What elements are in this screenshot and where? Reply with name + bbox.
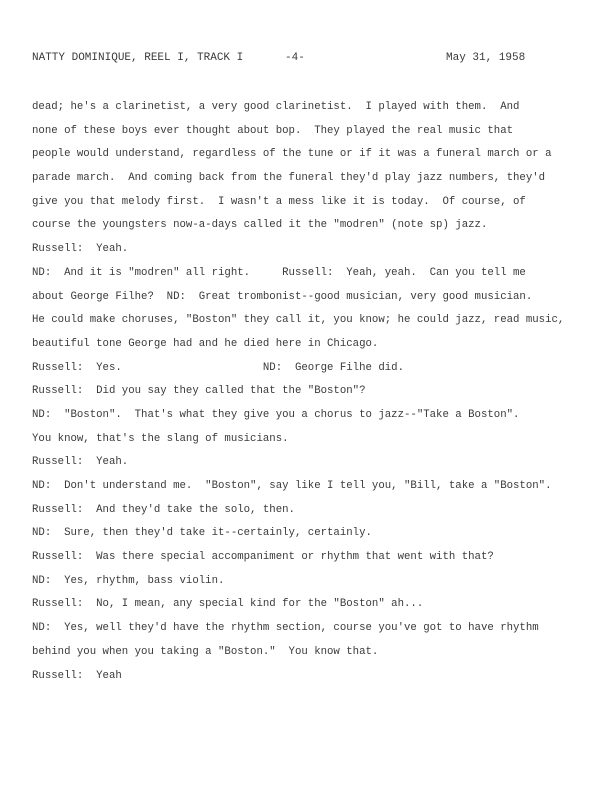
transcript-line: ND: And it is "modren" all right. Russell: Yeah, yeah. Can you tell me xyxy=(32,266,526,279)
transcript-line: ND: Yes, rhythm, bass violin. xyxy=(32,574,225,587)
transcript-line: Russell: Yeah xyxy=(32,669,122,682)
transcript-line: ND: "Boston". That's what they give you a chorus to jazz--"Take a Boston". xyxy=(32,408,520,421)
transcript-line: people would understand, regardless of the tune or if it was a funeral march or a xyxy=(32,148,552,161)
transcript-line: Russell: Yeah. xyxy=(32,243,129,256)
page-header xyxy=(32,52,588,72)
transcript-line: behind you when you taking a "Boston." You know that. xyxy=(32,645,379,658)
transcript-line: Russell: Was there special accompaniment or rhythm that went with that? xyxy=(32,551,494,564)
transcript-body xyxy=(32,96,592,688)
transcript-line: ND: Yes, well they'd have the rhythm section, course you've got to have rhythm xyxy=(32,622,539,635)
transcript-line: Russell: No, I mean, any special kind for the "Boston" ah... xyxy=(32,598,424,611)
header-date: May 31, 1958 xyxy=(446,52,526,64)
transcript-line: ND: Sure, then they'd take it--certainly, certainly. xyxy=(32,527,372,540)
transcript-line: Russell: And they'd take the solo, then. xyxy=(32,503,295,516)
page-number: -4- xyxy=(285,52,305,64)
transcript-line: ND: Don't understand me. "Boston", say like I tell you, "Bill, take a "Boston". xyxy=(32,480,552,492)
transcript-line: Russell: Yeah. xyxy=(32,456,129,469)
transcript-line: You know, that's the slang of musicians. xyxy=(32,432,289,445)
transcript-line: beautiful tone George had and he died here in Chicago. xyxy=(32,337,379,350)
header-title: NATTY DOMINIQUE, REEL I, TRACK I xyxy=(32,52,244,64)
transcript-line: He could make choruses, "Boston" they call it, you know; he could jazz, read music, xyxy=(32,314,565,327)
transcript-line: course the youngsters now-a-days called it the "modren" (note sp) jazz. xyxy=(32,219,488,232)
transcript-line: about George Filhe? ND: Great trombonist--good musician, very good musician. xyxy=(32,290,533,303)
transcript-line: parade march. And coming back from the funeral they'd play jazz numbers, they'd xyxy=(32,172,546,185)
transcript-line: Russell: Did you say they called that the "Boston"? xyxy=(32,385,366,398)
transcript-line: dead; he's a clarinetist, a very good clarinetist. I played with them. And xyxy=(32,101,520,113)
transcript-line: give you that melody first. I wasn't a mess like it is today. Of course, of xyxy=(32,195,526,208)
transcript-line: none of these boys ever thought about bop. They played the real music that xyxy=(32,124,514,137)
transcript-line: Russell: Yes. ND: George Filhe did. xyxy=(32,361,404,374)
